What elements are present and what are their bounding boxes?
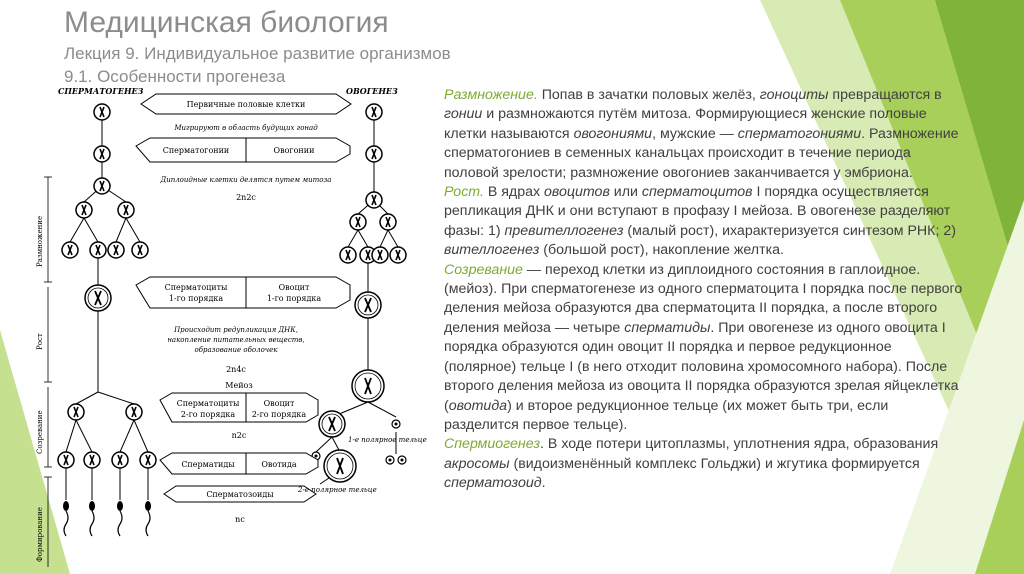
gametogenesis-diagram [36, 82, 428, 572]
oogenesis-heading: ОВОГЕНЕЗ [346, 86, 398, 96]
term-reproduction: Размножение. [444, 87, 538, 103]
term-growth: Рост. [444, 184, 484, 201]
box-ootid: Овотида [261, 460, 297, 469]
spermatogenesis-heading: СПЕРМАТОГЕНЕЗ [58, 86, 144, 96]
polar-body-2-label: 2-е полярное тельце [298, 486, 377, 494]
paragraph-reproduction: Размножение. Попав в зачатки половых желёз, гоноциты превращаются в гонии и размножаются путём митоза. Формирующиеся женские половые клетки называются овогониями, мужские — сперматогониями. Размножение сперматогониев в семенных канальцах происходит в течение периода половой зрелости; размножение овогониев заканчивается у эмбриона. [444, 87, 959, 181]
box-oogonia: Овогонии [273, 146, 315, 155]
slide-subtitle-section: 9.1. Особенности прогенеза [64, 67, 286, 86]
stage-growth: Рост [36, 333, 44, 350]
box-spermatozoa: Сперматозоиды [206, 490, 274, 499]
paragraph-growth: Рост. В ядрах овоцитов или сперматоцитов I порядка осуществляется репликация ДНК и они вступают в профазу I мейоза. В овогенезе разделяют фазы: 1) превителлогенез (малый рост), ихарактеризуется синтезом РНК; 2) вителлогенез (большой рост), накопление желтка. [444, 184, 956, 259]
box-spermatids: Сперматиды [181, 460, 235, 469]
box-spermatocytes-1-order: 1-го порядка [168, 294, 224, 303]
box-oocyte-2: Овоцит [263, 399, 295, 408]
note-growth-2: накопление питательных веществ, [167, 336, 305, 344]
note-migrate: Мигрируют в область будущих гонад [174, 124, 318, 132]
spermatocyte-1-cell [85, 285, 111, 311]
box-spermatocytes-1: Сперматоциты [164, 283, 228, 292]
slide-subtitle-lecture: Лекция 9. Индивидуальное развитие организмов [64, 44, 451, 63]
box-primary-germ-cells: Первичные половые клетки [186, 100, 306, 109]
note-growth-1: Происходит редупликация ДНК, [174, 326, 298, 334]
formula-2n4c: 2n4c [226, 365, 246, 374]
stage-reproduction: Размножение [36, 215, 44, 267]
primary-germ-cell-right [366, 104, 382, 120]
stage-maturation: Созревание [36, 410, 44, 454]
slide-title: Медицинская биология [64, 6, 389, 39]
box-oocyte-2-order: 2-го порядка [251, 410, 307, 419]
stage-formation: Формирование [36, 507, 44, 562]
paragraph-maturation: Созревание — переход клетки из диплоидного состояния в гаплоидное. (мейоз). При сперматогенезе из одного сперматоцита I порядка после первого деления мейоза образуются два сперматоцита II порядка, а после второго деления мейоза — четыре сперматиды. При овогенезе из одного овоцита I порядка образуются один овоцит II порядка и первое редукционное (полярное) тельце I (в него отходит половина хромосомного набора). После второго деления мейоза из овоцита II порядка образуются зрелая яйцеклетка (овотида) и второе редукционное тельце (их может быть три, если разделится первое тельце). [444, 261, 963, 433]
formula-2n2c: 2n2c [236, 193, 256, 202]
primary-germ-cell-left [94, 104, 110, 120]
box-spermatocytes-2-order: 2-го порядка [180, 410, 236, 419]
term-maturation: Созревание [444, 261, 523, 278]
polar-body-1-label: 1-е полярное тельце [348, 436, 427, 444]
meiosis-label: Мейоз [225, 381, 253, 390]
formula-nc: nc [235, 515, 245, 524]
term-spermiogenesis: Спермиогенез [444, 436, 541, 453]
box-oocyte-1: Овоцит [278, 283, 310, 292]
box-oocyte-1-order: 1-го порядка [266, 294, 322, 303]
stage-bar [44, 177, 52, 567]
box-spermatogonia: Сперматогонии [162, 146, 230, 155]
ootid-cell [324, 450, 356, 482]
note-growth-3: образование оболочек [194, 346, 278, 354]
note-mitosis: Диплоидные клетки делятся путем митоза [160, 176, 332, 184]
lecture-text [444, 86, 964, 494]
oocyte-1-cell [352, 370, 384, 402]
box-spermatocytes-2: Сперматоциты [176, 399, 240, 408]
formula-n2c: n2c [231, 431, 247, 440]
paragraph-spermiogenesis: Спермиогенез. В ходе потери цитоплазмы, уплотнения ядра, образования акросомы (видоизменённый комплекс Гольджи) и жгутика формируется сперматозоид. [444, 436, 939, 492]
